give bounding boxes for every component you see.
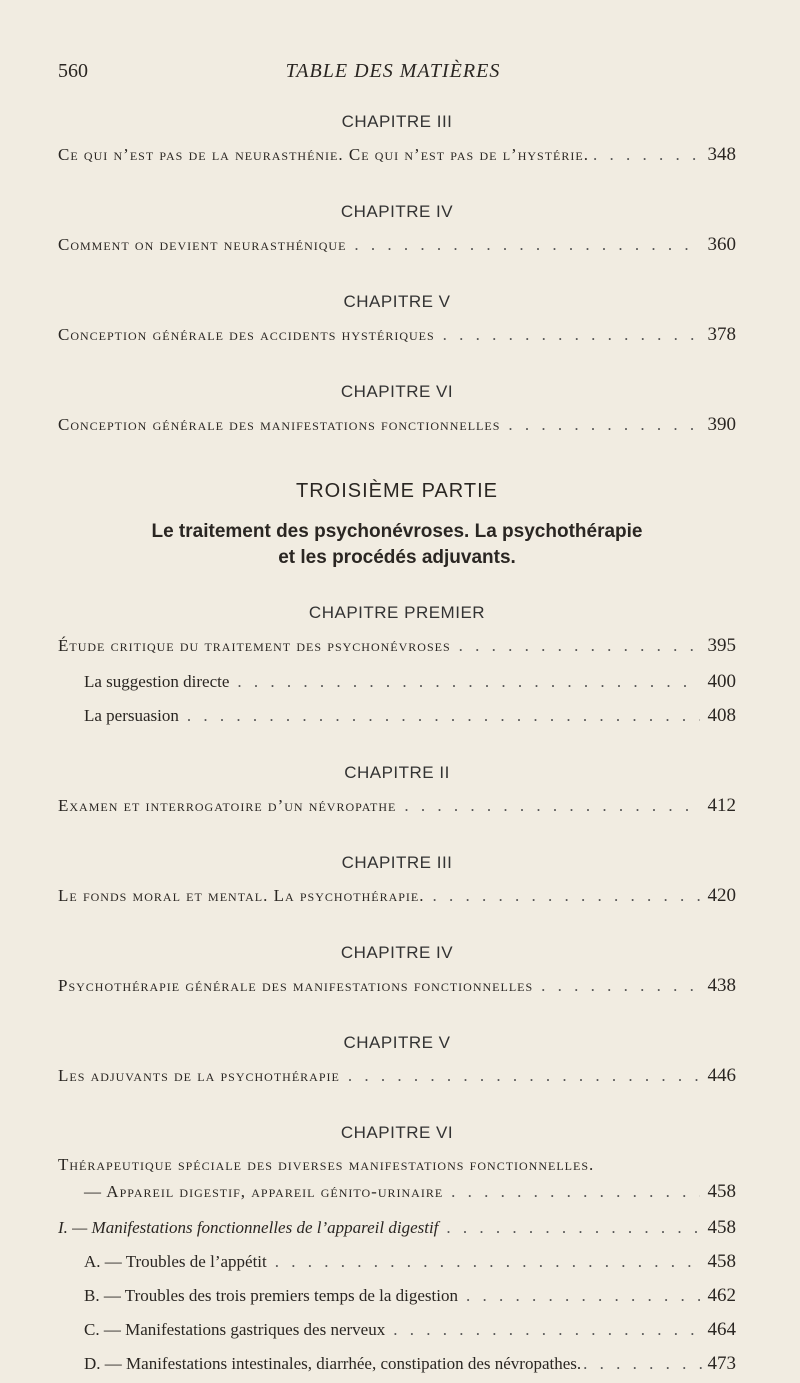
chapter-heading: CHAPITRE VI: [340, 1123, 454, 1142]
dot-leader: [508, 415, 699, 435]
running-head: [58, 60, 728, 86]
entry-page-number: 395: [707, 635, 736, 656]
entry-page-number: 348: [707, 144, 736, 165]
entry-title: Conception générale des accidents hystériques: [58, 325, 435, 344]
entry-page-number: 420: [707, 885, 736, 906]
entry-page-number: 458: [707, 1217, 736, 1238]
entry-title: Psychothérapie générale des manifestations fonctionnelles: [58, 976, 534, 995]
chapter-heading: CHAPITRE V: [343, 1033, 451, 1052]
toc-entry[interactable]: [58, 144, 736, 166]
entry-title: Ce qui n’est pas de la neurasthénie. Ce qui n’est pas de l’hystérie.: [58, 145, 589, 164]
entry-page-number: 400: [707, 671, 736, 692]
dot-leader: [466, 1286, 700, 1306]
entry-page-number: 458: [707, 1181, 736, 1202]
entry-page-number: 458: [707, 1251, 736, 1272]
toc-entry[interactable]: [58, 975, 736, 997]
dot-leader: [275, 1252, 700, 1272]
entry-title: A. — Troubles de l’appétit: [84, 1252, 267, 1271]
page-number: 560: [58, 60, 88, 82]
entry-title: Le fonds moral et mental. La psychothérapie.: [58, 886, 425, 905]
toc-entry[interactable]: [58, 414, 736, 436]
dot-leader: [354, 235, 699, 255]
entry-page-number: 378: [707, 324, 736, 345]
toc-entry[interactable]: [58, 885, 736, 907]
chapter-heading: CHAPITRE II: [344, 763, 450, 782]
chapter-heading: CHAPITRE V: [343, 292, 451, 311]
dot-leader: [187, 706, 700, 726]
entry-page-number: 438: [707, 975, 736, 996]
chapter-heading: CHAPITRE III: [341, 112, 453, 131]
toc-entry[interactable]: [58, 324, 736, 346]
entry-title: Comment on devient neurasthénique: [58, 235, 347, 254]
dot-leader: [459, 636, 700, 656]
toc-entry[interactable]: [58, 1251, 736, 1273]
chapter-heading: CHAPITRE IV: [340, 202, 454, 221]
toc-entry[interactable]: [58, 635, 736, 657]
entry-title: La suggestion directe: [84, 672, 230, 691]
entry-page-number: 390: [707, 414, 736, 435]
toc-entry[interactable]: [58, 1181, 736, 1203]
toc-entry[interactable]: [58, 1319, 736, 1341]
entry-title: D. — Manifestations intestinales, diarrhée, constipation des névropathes.: [84, 1354, 582, 1373]
dot-leader: [348, 1066, 700, 1086]
dot-leader: [404, 796, 699, 816]
entry-title: Conception générale des manifestations fonctionnelles: [58, 415, 501, 434]
entry-title: La persuasion: [84, 706, 179, 725]
toc-entry[interactable]: [58, 1353, 736, 1375]
dot-leader: [432, 886, 699, 906]
chapter-heading: CHAPITRE VI: [340, 382, 454, 401]
entry-page-number: 446: [707, 1065, 736, 1086]
chapter-heading: CHAPITRE PREMIER: [308, 603, 486, 622]
entry-page-number: 412: [707, 795, 736, 816]
toc-entry[interactable]: [58, 795, 736, 817]
toc-entry[interactable]: [58, 671, 736, 693]
entry-title: C. — Manifestations gastriques des nerveux: [84, 1320, 386, 1339]
part-subtitle: Le traitement des psychonévroses. La psychothérapie et les procédés adjuvants.: [151, 521, 643, 568]
toc-entry[interactable]: [58, 1065, 736, 1087]
entry-page-number: 473: [707, 1353, 736, 1374]
toc-entry[interactable]: [58, 705, 736, 727]
entry-title: B. — Troubles des trois premiers temps de la digestion: [84, 1286, 458, 1305]
entry-title: Étude critique du traitement des psychonévroses: [58, 636, 451, 655]
entry-page-number: 408: [707, 705, 736, 726]
entry-page-number: 464: [707, 1319, 736, 1340]
entry-title: Examen et interrogatoire d’un névropathe: [58, 796, 397, 815]
dot-leader: [583, 1354, 705, 1374]
chapter-heading: CHAPITRE III: [341, 853, 453, 872]
entry-page-number: 360: [707, 234, 736, 255]
chapter-heading: CHAPITRE IV: [340, 943, 454, 962]
table-of-contents: [58, 112, 736, 1383]
dot-leader: [237, 672, 699, 692]
entry-title: — Appareil digestif, appareil génito-urinaire: [84, 1182, 444, 1201]
entry-title: Les adjuvants de la psychothérapie: [58, 1066, 340, 1085]
toc-entry[interactable]: [58, 234, 736, 256]
dot-leader: [443, 325, 700, 345]
toc-entry[interactable]: [58, 1285, 736, 1307]
toc-entry[interactable]: [58, 1217, 736, 1239]
entry-title-line: Thérapeutique spéciale des diverses manifestations fonctionnelles.: [58, 1155, 595, 1174]
part-title: TROISIÈME PARTIE: [296, 480, 498, 502]
dot-leader: [446, 1218, 699, 1238]
entry-page-number: 462: [707, 1285, 736, 1306]
dot-leader: [393, 1320, 699, 1340]
dot-leader: [541, 976, 699, 996]
dot-leader: [451, 1182, 699, 1202]
entry-title: I. — Manifestations fonctionnelles de l’appareil digestif: [58, 1218, 439, 1237]
running-title: TABLE DES MATIÈRES: [285, 60, 501, 82]
